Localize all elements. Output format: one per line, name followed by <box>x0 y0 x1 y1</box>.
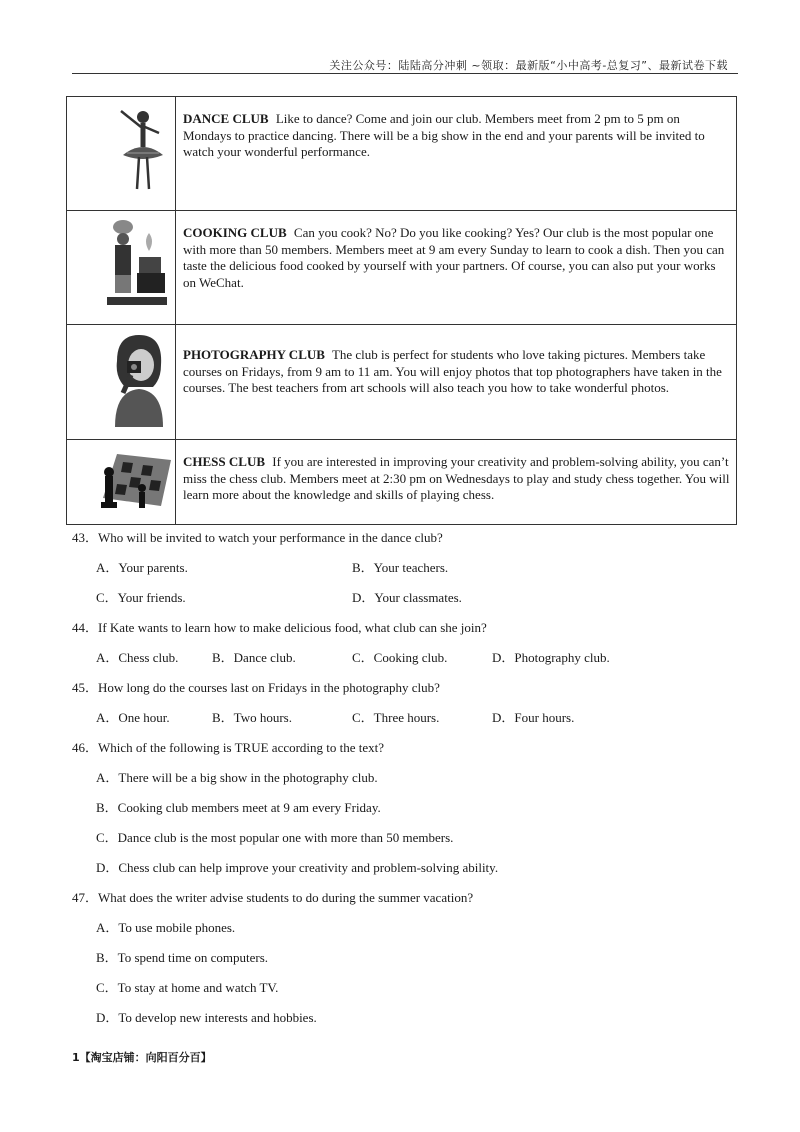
club-name: COOKING CLUB <box>183 225 287 240</box>
club-picture-cell <box>67 440 176 525</box>
club-row-cooking <box>67 211 737 325</box>
question-45: 45．How long do the courses last on Fridays in the photography club? <box>72 680 440 695</box>
option-45-b[interactable]: B．Two hours. <box>212 710 292 725</box>
option-46-c[interactable]: C．Dance club is the most popular one with more than 50 members. <box>96 830 454 845</box>
club-description-cooking <box>176 211 737 325</box>
option-43-b[interactable]: B．Your teachers. <box>352 560 449 575</box>
question-43: 43．Who will be invited to watch your performance in the dance club? <box>72 530 443 545</box>
header-rule <box>72 73 738 74</box>
question-44: 44．If Kate wants to learn how to make delicious food, what club can she join? <box>72 620 487 635</box>
ballerina-icon <box>107 103 167 203</box>
club-description-chess <box>176 440 737 525</box>
question-47: 47．What does the writer advise students to do during the summer vacation? <box>72 890 474 905</box>
club-name: PHOTOGRAPHY CLUB <box>183 347 325 362</box>
option-45-a[interactable]: A．One hour. <box>96 710 170 725</box>
chef-icon <box>103 215 169 315</box>
option-43-a[interactable]: A．Your parents. <box>96 560 188 575</box>
option-47-c[interactable]: C．To stay at home and watch TV. <box>96 980 279 995</box>
club-description-photography <box>176 325 737 440</box>
option-47-b[interactable]: B．To spend time on computers. <box>96 950 269 965</box>
club-row-photography <box>67 325 737 440</box>
club-text: The club is perfect for students who love taking pictures. Members take courses on Fridays, from 9 am to 11 am. You will enjoy photos that top photographers have taken in the courses. The best teachers from art schools will also teach you how to take wonderful photos. <box>183 347 722 395</box>
chess-icon <box>97 446 173 516</box>
option-44-b[interactable]: B．Dance club. <box>212 650 296 665</box>
club-row-chess <box>67 440 737 525</box>
page-footer: 1【淘宝店铺：向阳百分百】 <box>72 1051 212 1064</box>
club-picture-cell <box>67 97 176 211</box>
club-row-dance <box>67 97 737 211</box>
option-43-d[interactable]: D．Your classmates. <box>352 590 462 605</box>
club-picture-cell <box>67 325 176 440</box>
option-44-d[interactable]: D．Photography club. <box>492 650 610 665</box>
club-description-dance <box>176 97 737 211</box>
option-47-d[interactable]: D．To develop new interests and hobbies. <box>96 1010 317 1025</box>
option-46-d[interactable]: D．Chess club can help improve your creativity and problem-solving ability. <box>96 860 499 875</box>
option-45-c[interactable]: C．Three hours. <box>352 710 440 725</box>
clubs-table <box>66 96 737 525</box>
club-picture-cell <box>67 211 176 325</box>
option-47-a[interactable]: A．To use mobile phones. <box>96 920 236 935</box>
club-name: DANCE CLUB <box>183 111 269 126</box>
option-45-d[interactable]: D．Four hours. <box>492 710 575 725</box>
option-44-a[interactable]: A．Chess club. <box>96 650 179 665</box>
club-text: Can you cook? No? Do you like cooking? Yes? Our club is the most popular one with more than 50 members. Members meet at 9 am every Sunday to learn to cook a dish. Then you can taste the delicious food cooked by yourself with your partners. Of course, you can also put your works on WeChat. <box>183 225 725 290</box>
club-name: CHESS CLUB <box>183 454 265 469</box>
page-header: 关注公众号：陆陆高分冲刺 ~领取：最新版“小中高考-总复习”、最新试卷下载 <box>329 59 728 72</box>
option-46-b[interactable]: B．Cooking club members meet at 9 am every Friday. <box>96 800 381 815</box>
club-text: Like to dance? Come and join our club. Members meet from 2 pm to 5 pm on Mondays to practice dancing. There will be a big show in the end and your parents will be invited to watch your wonderful performance. <box>183 111 705 159</box>
club-text: If you are interested in improving your creativity and problem-solving ability, you can’t miss the chess club. Members meet at 2:30 pm on Wednesdays to play and study chess together. You will learn more about the knowledge and skills of playing chess. <box>183 454 730 502</box>
option-46-a[interactable]: A．There will be a big show in the photography club. <box>96 770 378 785</box>
option-44-c[interactable]: C．Cooking club. <box>352 650 448 665</box>
photographer-icon <box>107 331 169 431</box>
option-43-c[interactable]: C．Your friends. <box>96 590 186 605</box>
question-46: 46．Which of the following is TRUE according to the text? <box>72 740 385 755</box>
